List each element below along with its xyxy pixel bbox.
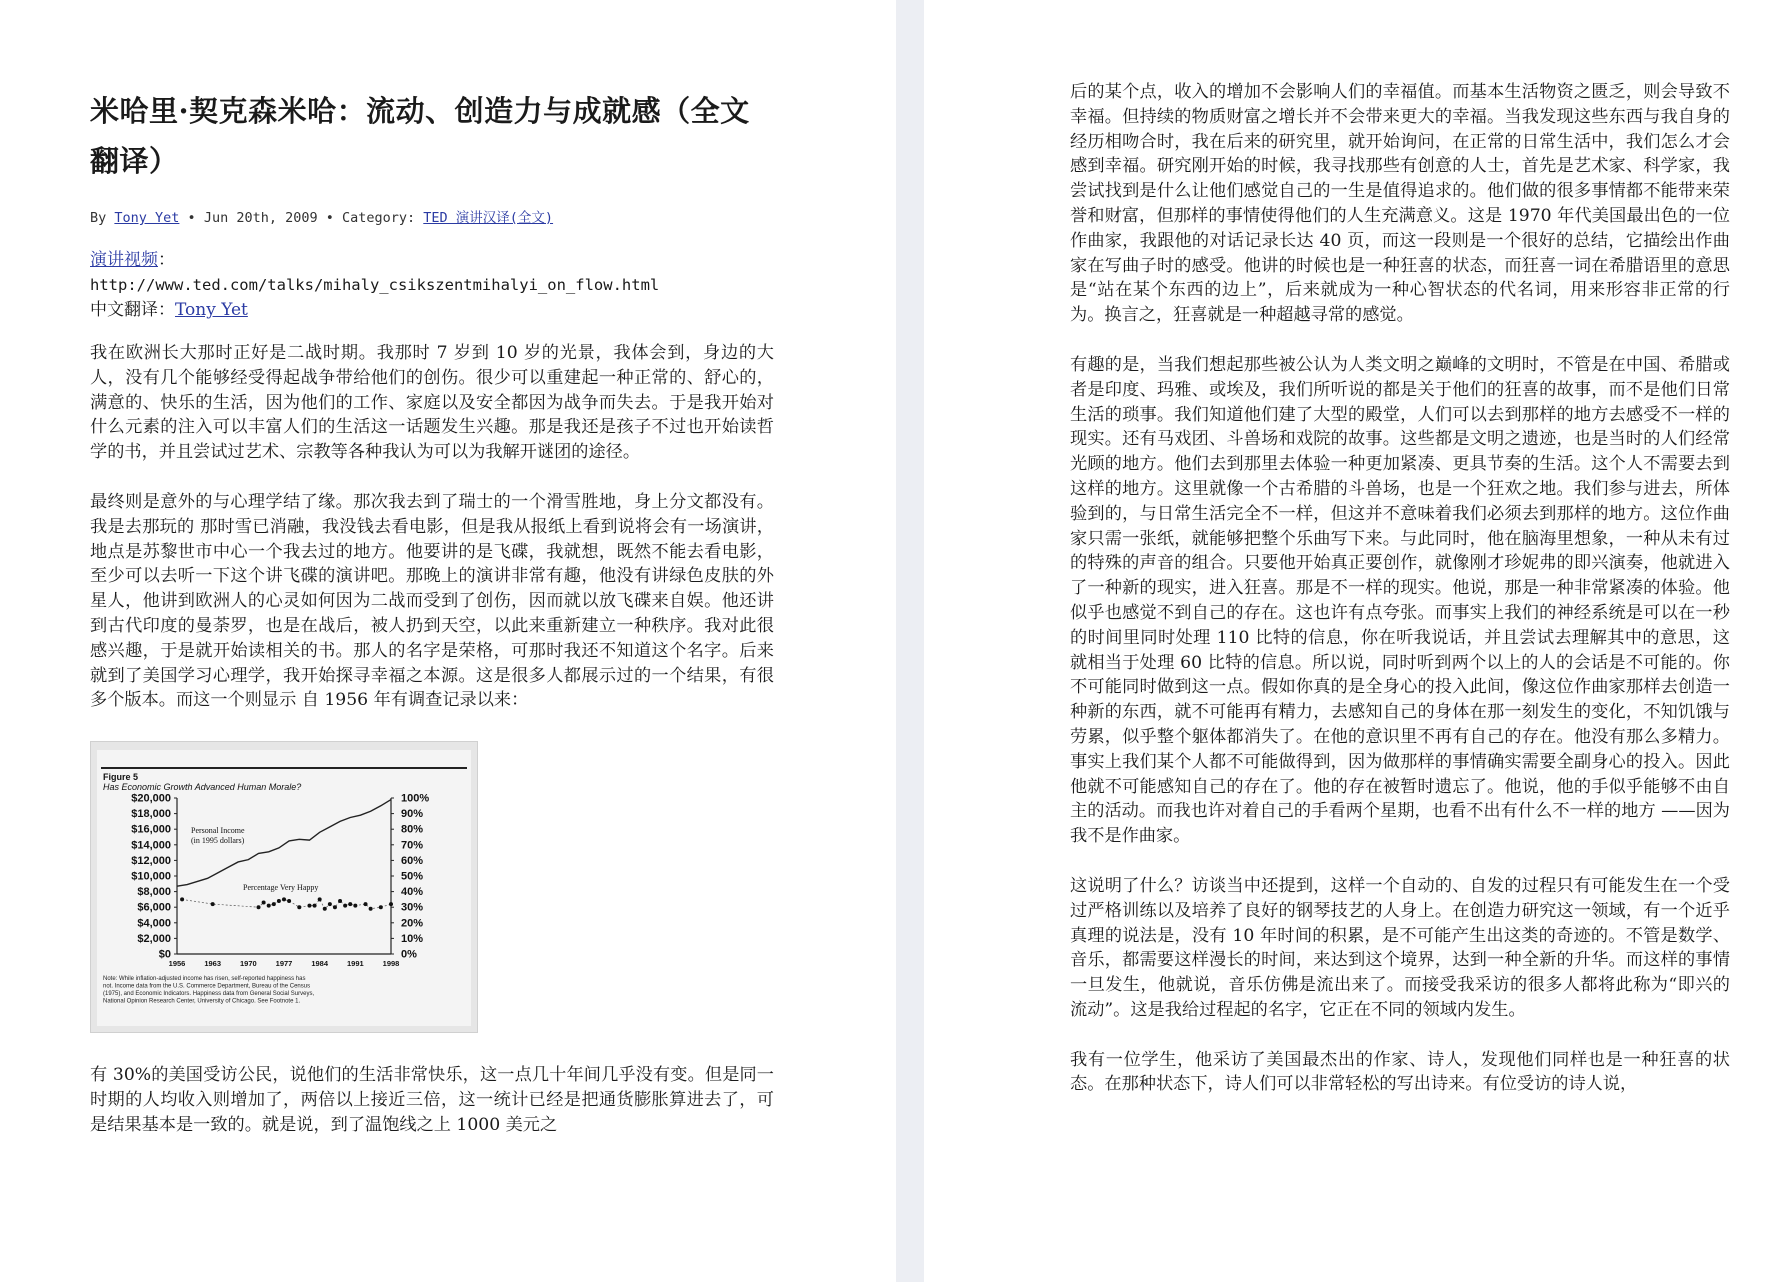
chart-svg [91, 742, 477, 1032]
byline [90, 208, 774, 228]
figure-note-line: (1975), and Economic Indicators. Happiness data from General Social Surveys, [103, 991, 315, 998]
paragraph: 最终则是意外的与心理学结了缘。那次我去到了瑞士的一个滑雪胜地，身上分文都没有。我是去那玩的 那时雪已消融，我没钱去看电影，但是我从报纸上看到说将会有一场演讲，地点是苏黎世市中心一个我去过的地方。他要讲的是飞碟，我就想，既然不能去看电影，至少可以去听一下这个讲飞碟的演讲吧。那晚上的演讲非常有趣，他没有讲绿色皮肤的外星人，他讲到欧洲人的心灵如何因为二战而受到了创伤，因而就以放飞碟来自娱。他还讲到古代印度的曼荼罗，也是在战后，被人扔到天空，以此来重新建立一种秩序。我对此很感兴趣，于是就开始读相关的书。那人的名字是荣格，可那时我还不知道这个名字。后来就到了美国学习心理学，我开始探寻幸福之本源。这是很多人都展示过的一个结果，有很多个版本。而这一个则显示 自 1956 年有调查记录以来： [90, 491, 774, 711]
left-tick-label: $4,000 [137, 917, 171, 930]
happy-point [323, 907, 327, 911]
paragraph: 我有一位学生，他采访了美国最杰出的作家、诗人，发现他们同样也是一种狂喜的状态。在那种状态下，诗人们可以非常轻松的写出诗来。有位受访的诗人说， [1070, 1049, 1730, 1095]
x-tick-label: 1970 [239, 959, 257, 969]
byline-separator: • [179, 210, 204, 226]
paragraph: 这说明了什么？访谈当中还提到，这样一个自动的、自发的过程只有可能发生在一个受过严格训练以及培养了良好的钢琴技艺的人身上。在创造力研究这一领域，有一个近乎真理的说法是，没有 10 年时间的积累，是不可能产生出这类的奇迹的。不管是数学、音乐，都需要这样漫长的时间，来达到这个境界，达到一种全新的升华。而这样的事情一旦发生，他就说，音乐仿佛是流出来了。而接受我采访的很多人都将此称为“即兴的流动”。这是我给过程起的名字，它正在不同的领域内发生。 [1070, 875, 1730, 1020]
video-url: http://www.ted.com/talks/mihaly_csikszentmihalyi_on_flow.html [90, 276, 660, 294]
translator-link[interactable]: Tony Yet [175, 300, 248, 320]
happy-point [287, 899, 291, 903]
by-label: By [90, 210, 115, 226]
source-links [90, 248, 774, 323]
author-link[interactable]: Tony Yet [114, 210, 180, 226]
happy-point [277, 899, 281, 903]
left-tick-label: $0 [158, 948, 171, 961]
right-tick-label: 60% [401, 855, 424, 868]
right-tick-label: 90% [401, 808, 424, 821]
right-tick-label: 10% [401, 933, 424, 946]
paragraph: 我在欧洲长大那时正好是二战时期。我那时 7 岁到 10 岁的光景，我体会到，身边的大人，没有几个能够经受得起战争带给他们的创伤。很少可以重建起一种正常的、舒心的，满意的、快乐的生活，因为他们的工作、家庭以及安全都因为战争而失去。于是我开始对什么元素的注入可以丰富人们的生活这一话题发生兴趣。那是我还是孩子不过也开始读哲学的书，并且尝试过艺术、宗教等各种我认为可以为我解开谜团的途径。 [90, 343, 774, 463]
left-tick-label: $16,000 [131, 823, 171, 836]
happy-point [348, 902, 352, 906]
right-tick-label: 30% [401, 901, 424, 914]
x-tick-label: 1998 [382, 959, 400, 969]
left-tick-label: $2,000 [137, 933, 171, 946]
left-tick-label: $10,000 [131, 870, 171, 883]
left-tick-label: $8,000 [137, 886, 171, 899]
right-tick-label: 70% [401, 839, 424, 852]
happy-point [369, 907, 373, 911]
right-tick-label: 100% [401, 792, 430, 805]
paragraph: 有趣的是，当我们想起那些被公认为人类文明之巅峰的文明时，不管是在中国、希腊或者是印度、玛雅、或埃及，我们所听说的都是关于他们的狂喜的故事，而不是他们日常生活的琐事。我们知道他们建了大型的殿堂，人们可以去到那样的地方去感受不一样的现实。还有马戏团、斗兽场和戏院的故事。这些都是文明之遗迹，也是当时的人们经常光顾的地方。他们去到那里去体验一种更加紧凑、更具节奏的生活。这个人不需要去到这样的地方。这里就像一个古希腊的斗兽场，也是一个狂欢之地。我们参与进去，所体验到的，与日常生活完全不一样，但这并不意味着我们必须去到那样的地方。这位作曲家只需一张纸，就能够把整个乐曲写下来。与此同时，他在脑海里想象，一种从未有过的特殊的声音的组合。只要他开始真正要创作，就像刚才珍妮弗的即兴演奏，他就进入了一种新的现实，进入狂喜。那是不一样的现实。他说，那是一种非常紧凑的体验。他似乎也感觉不到自己的存在。这也许有点夸张。而事实上我们的神经系统是可以在一秒的时间里同时处理 110 比特的信息，你在听我说话，并且尝试去理解其中的意思，这就相当于处理 60 比特的信息。所以说，同时听到两个以上的人的会话是不可能的。你不可能同时做到这一点。假如你真的是全身心的投入此间，像这位作曲家那样去创造一种新的东西，就不可能再有精力，去感知自己的身体在那一刻发生的变化，不知饥饿与劳累，似乎整个躯体都消失了。在他的意识里不再有自己的存在。他没有那么多精力。事实上我们某个人都不可能做得到，因为做那样的事情确实需要全副身心的投入。因此他就不可能感知自己的存在了。他的存在被暂时遗忘了。他说，他的手似乎能够不由自主的活动。而我也许对着自己的手看两个星期，也看不出有什么不一样的地方 ——因为我不是作曲家。 [1070, 354, 1730, 847]
category-label: Category: [342, 210, 424, 226]
happy-point [180, 898, 184, 902]
happy-point [313, 904, 317, 908]
happy-label: Percentage Very Happy [243, 883, 319, 893]
figure-note [103, 976, 314, 1005]
happy-point [282, 898, 286, 902]
x-tick-label: 1984 [311, 959, 329, 969]
figure-note-line: National Opinion Research Center, University of Chicago. See Footnote 1. [103, 998, 301, 1005]
happy-point [343, 904, 347, 908]
right-tick-label: 40% [401, 886, 424, 899]
figure-label: Figure 5 [103, 772, 139, 783]
happy-point [262, 901, 266, 905]
category-link[interactable]: TED 演讲汉译(全文) [423, 210, 554, 226]
happy-point [364, 902, 368, 906]
left-tick-label: $20,000 [131, 792, 171, 805]
video-colon: ： [158, 250, 175, 270]
right-tick-label: 0% [401, 948, 417, 961]
byline-separator: • [317, 210, 342, 226]
post-date: Jun 20th, 2009 [203, 210, 318, 226]
chart-title: Has Economic Growth Advanced Human Morale? [103, 782, 302, 793]
happy-point [297, 905, 301, 909]
happy-point [272, 902, 276, 906]
right-tick-label: 20% [401, 917, 424, 930]
figure-chart [90, 741, 478, 1033]
happy-point [211, 902, 215, 906]
right-tick-label: 80% [401, 823, 424, 836]
x-tick-label: 1956 [168, 959, 186, 969]
right-page [924, 0, 1768, 1282]
video-link[interactable]: 演讲视频 [90, 250, 158, 270]
paragraph: 有 30%的美国受访公民，说他们的生活非常快乐，这一点几十年间几乎没有变。但是同一时期的人均收入则增加了，两倍以上接近三倍，这一统计已经是把通货膨胀算进去了，可是结果基本是一致的。就是说，到了温饱线之上 1000 美元之 [90, 1065, 774, 1135]
right-tick-label: 50% [401, 870, 424, 883]
article-title: 米哈里·契克森米哈：流动、创造力与成就感（全文翻译） [90, 94, 750, 178]
happy-point [307, 904, 311, 908]
income-label: (in 1995 dollars) [191, 836, 245, 846]
x-tick-label: 1991 [346, 959, 364, 969]
happy-point [318, 898, 322, 902]
happy-point [328, 902, 332, 906]
happy-point [353, 904, 357, 908]
happy-point [389, 902, 393, 906]
happy-point [257, 905, 261, 909]
left-tick-label: $12,000 [131, 855, 171, 868]
x-tick-label: 1977 [275, 959, 293, 969]
x-tick-label: 1963 [204, 959, 222, 969]
happy-point [267, 904, 271, 908]
translator-label: 中文翻译： [90, 300, 175, 320]
income-label: Personal Income [191, 826, 245, 836]
happy-point [333, 905, 337, 909]
happy-point [379, 905, 383, 909]
figure-note-line: Note: While inflation-adjusted income has risen, self-reported happiness has [103, 976, 306, 983]
paragraph: 后的某个点，收入的增加不会影响人们的幸福值。而基本生活物资之匮乏，则会导致不幸福。但持续的物质财富之增长并不会带来更大的幸福。当我发现这些东西与我自身的经历相吻合时，我在后来的研究里，就开始询问，在正常的日常生活中，我们怎么才会感到幸福。研究刚开始的时候，我寻找那些有创意的人士，首先是艺术家、科学家，我尝试找到是什么让他们感觉自己的一生是值得追求的。他们做的很多事情都不能带来荣誉和财富，但那样的事情使得他们的人生充满意义。这是 1970 年代美国最出色的一位作曲家，我跟他的对话记录长达 40 页，而这一段则是一个很好的总结，它描绘出作曲家在写曲子时的感受。他讲的时候也是一种狂喜的状态，而狂喜一词在希腊语里的意思是“站在某个东西的边上”，后来就成为一种心智状态的代名词，用来形容非正常的行为。换言之，狂喜就是一种超越寻常的感觉。 [1070, 82, 1730, 326]
left-tick-label: $6,000 [137, 901, 171, 914]
happy-point [338, 899, 342, 903]
left-tick-label: $14,000 [131, 839, 171, 852]
figure-note-line: not. Income data from the U.S. Commerce Department, Bureau of the Census [103, 983, 311, 990]
left-tick-label: $18,000 [131, 808, 171, 821]
